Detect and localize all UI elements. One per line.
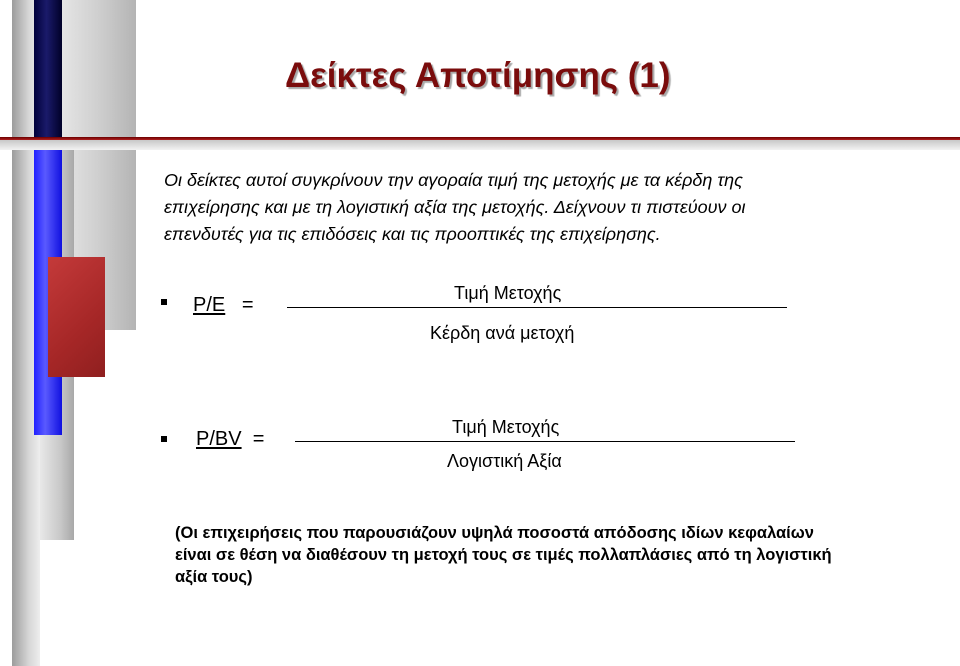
ratio-pe-equals: = [241, 294, 254, 316]
intro-line: Οι δείκτες αυτοί συγκρίνουν την αγοραία τιμή της μετοχής με τα κέρδη της [164, 170, 743, 190]
ratio-pbv-equals: = [252, 428, 265, 450]
footnote-line: αξία τους) [175, 568, 253, 586]
ratio-pe-numerator: Τιμή Μετοχής [454, 283, 562, 303]
ratio-pbv-denominator: Λογιστική Αξία [447, 451, 562, 471]
intro-line: επενδυτές για τις επιδόσεις και τις προοπτικές της επιχείρησης. [164, 224, 661, 244]
decorative-red-block [48, 257, 105, 377]
ratio-pbv-fraction-line [295, 441, 795, 442]
ratio-pe-label [193, 294, 254, 317]
footnote-paragraph [175, 522, 905, 588]
footnote-line: είναι σε θέση να διαθέσουν τη μετοχή τους σε τιμές πολλαπλάσιες από τη λογιστική [175, 546, 832, 564]
ratio-pe-fraction-line [287, 307, 787, 308]
intro-paragraph [164, 167, 864, 248]
bullet-square-icon [161, 299, 167, 305]
page-title: Δείκτες Αποτίμησης (1) [285, 56, 671, 95]
ratio-pe-denominator: Κέρδη ανά μετοχή [430, 323, 575, 343]
ratio-pe-name: P/E [193, 294, 226, 316]
decorative-navy-bar [34, 0, 62, 155]
ratio-pbv-name: P/BV [196, 428, 242, 450]
title-divider-shadow [0, 140, 960, 150]
ratio-pbv-label [196, 428, 264, 451]
bullet-square-icon [161, 436, 167, 442]
ratio-pbv-numerator: Τιμή Μετοχής [452, 417, 560, 437]
intro-line: επιχείρησης και με τη λογιστική αξία της μετοχής. Δείχνουν τι πιστεύουν οι [164, 197, 746, 217]
footnote-line: (Οι επιχειρήσεις που παρουσιάζουν υψηλά ποσοστά απόδοσης ιδίων κεφαλαίων [175, 524, 814, 542]
